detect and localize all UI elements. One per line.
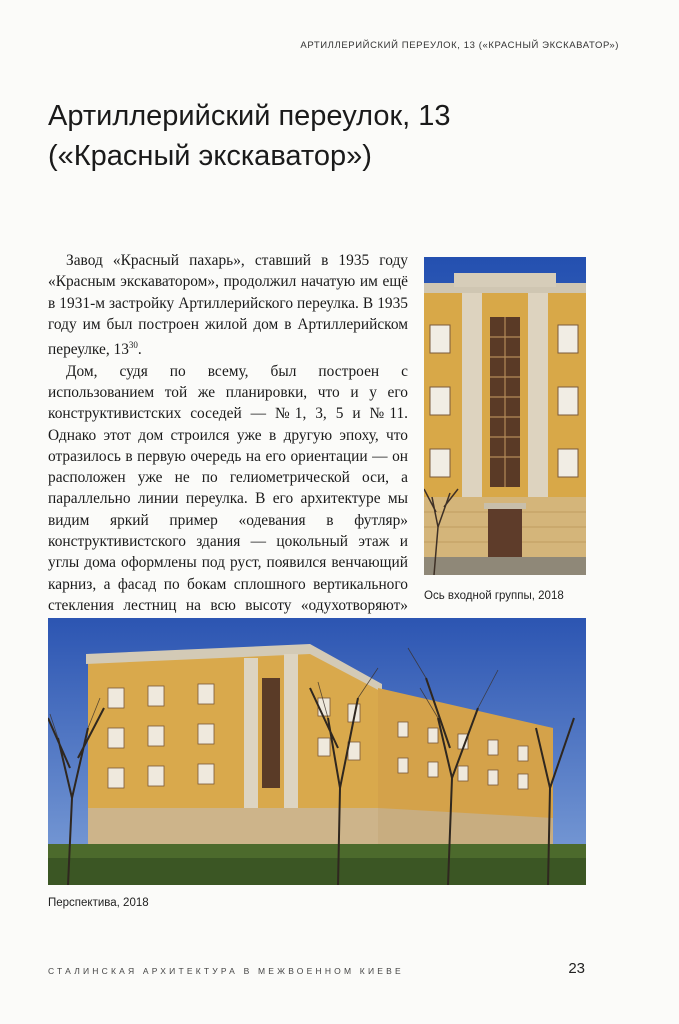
page-title (48, 96, 608, 176)
title-line-1: Артиллерийский переулок, 13 (48, 100, 451, 132)
photo-entrance-axis (424, 257, 586, 575)
running-header: АРТИЛЛЕРИЙСКИЙ ПЕРЕУЛОК, 13 («КРАСНЫЙ ЭКСКАВАТОР») (300, 40, 619, 51)
article-body (48, 250, 408, 637)
paragraph-2: Дом, судя по всему, был построен с использованием той же планировки, что и у его конструктивистских соседей — №1, 3, 5 и №11. Однако этот дом строился уже в другую эпоху, что отразилось в первую очередь на его ориентации — он расположен уже не по гелиометрической оси, а параллельно линии переулка. В его архитектуре мы видим яркий пример «одевания в футляр» конструктивистского здания — цокольный этаж и углы дома оформлены под руст, появился венчающий карниз, а фасад по бокам сплошного вертикального стекления лестниц на всю высоту «одухотворяют» (48, 362, 408, 614)
photo-entrance-caption: Ось входной группы, 2018 (424, 590, 564, 602)
title-line-2: («Красный экскаватор») (48, 140, 372, 172)
paragraph-1-end: . (137, 341, 142, 359)
paragraph-1 (48, 250, 408, 361)
photo-perspective (48, 618, 586, 885)
page-number: 23 (568, 960, 585, 977)
photo-perspective-caption: Перспектива, 2018 (48, 897, 149, 909)
footnote-ref: 30 (128, 340, 138, 351)
paragraph-1-text: Завод «Красный пахарь», ставший в 1935 году «Красным экскаватором», продолжил начатую им ещё в 1931-м застройку Артиллерийского переулка. В 1935 году им был построен жилой дом в Артиллерийском переулке, 13 (48, 252, 408, 359)
footer-book-title: СТАЛИНСКАЯ АРХИТЕКТУРА В МЕЖВОЕННОМ КИЕВЕ (48, 966, 404, 976)
